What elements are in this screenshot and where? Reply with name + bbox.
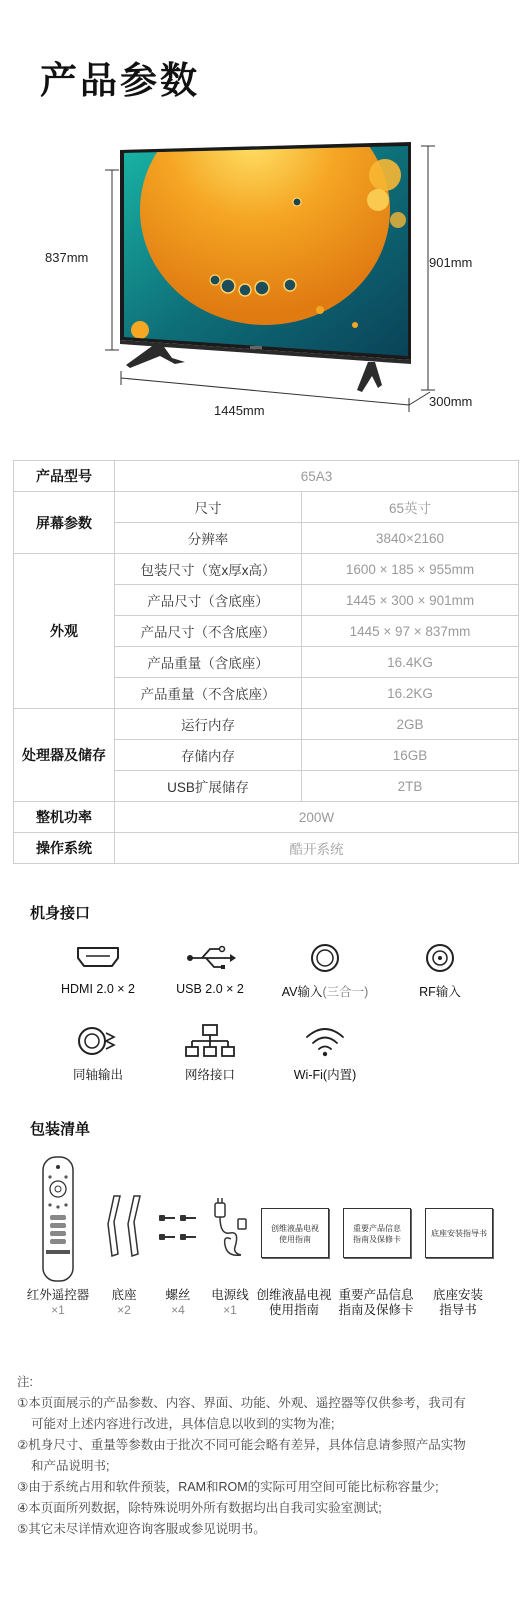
dim-height-no-stand: 837mm xyxy=(45,250,89,265)
stand-feet-icon xyxy=(100,1192,150,1262)
port-label: HDMI 2.0 × 2 xyxy=(61,982,135,996)
package-item-qty: ×1 xyxy=(51,1303,65,1317)
package-item-qty: ×1 xyxy=(223,1303,237,1317)
spec-value: 16.2KG xyxy=(302,678,519,709)
port-hdmi xyxy=(48,940,148,996)
coaxial-output-icon xyxy=(68,1023,128,1059)
notes xyxy=(17,1372,512,1540)
spec-value: 3840×2160 xyxy=(302,523,519,554)
spec-value: 200W xyxy=(115,802,519,833)
spec-label: 产品型号 xyxy=(14,461,115,492)
card-line: 底座安装指导书 xyxy=(431,1229,487,1238)
spec-value: 2GB xyxy=(302,709,519,740)
av-input-icon xyxy=(295,940,355,976)
card-line: 重要产品信息 xyxy=(353,1224,401,1233)
spec-sub-label: 产品尺寸（含底座） xyxy=(115,585,302,616)
tv-screen xyxy=(120,130,420,370)
table-row xyxy=(14,802,519,833)
dim-depth: 300mm xyxy=(429,394,473,409)
note-line: ⑤其它未尽详情欢迎咨询客服或参见说明书。 xyxy=(17,1522,266,1536)
port-label xyxy=(275,982,375,1000)
spec-value: 1445 × 300 × 901mm xyxy=(302,585,519,616)
package-section-title: 包装清单 xyxy=(30,1121,91,1138)
spec-label: 整机功率 xyxy=(14,802,115,833)
package-item-name: 底座 xyxy=(111,1288,137,1302)
note-line: ③由于系统占用和软件预装，RAM和ROM的实际可用空间可能比标称容量少; xyxy=(17,1480,439,1494)
note-line: ①本页面展示的产品参数、内容、界面、功能、外观、遥控器等仅供参考，我司有 xyxy=(17,1396,466,1410)
package-item xyxy=(418,1288,498,1318)
spec-table xyxy=(13,460,519,864)
card-line: 指南及保修卡 xyxy=(353,1235,401,1244)
package-item-name: 指导书 xyxy=(439,1303,477,1317)
spec-sub-label: USB扩展储存 xyxy=(115,771,302,802)
remote-control-icon xyxy=(38,1155,78,1285)
warranty-card xyxy=(343,1208,411,1258)
hdmi-icon xyxy=(68,940,128,976)
spec-sub-label: 产品重量（含底座） xyxy=(115,647,302,678)
port-wifi xyxy=(275,1023,375,1083)
spec-value: 65英寸 xyxy=(302,492,519,523)
spec-value: 酷开系统 xyxy=(115,833,519,864)
note-line: 和产品说明书; xyxy=(31,1459,110,1473)
package-item-name: 创维液晶电视 xyxy=(256,1288,332,1302)
package-item-qty: ×4 xyxy=(171,1303,185,1317)
package-item-name: 电源线 xyxy=(211,1288,249,1302)
package-item xyxy=(336,1288,416,1318)
table-row xyxy=(14,461,519,492)
wifi-icon xyxy=(295,1023,355,1059)
card-line: 创维液晶电视 xyxy=(271,1224,319,1233)
spec-sub-label: 分辨率 xyxy=(115,523,302,554)
note-line: 可能对上述内容进行改进，具体信息以收到的实物为准; xyxy=(31,1417,335,1431)
spec-label: 操作系统 xyxy=(14,833,115,864)
spec-value: 65A3 xyxy=(115,461,519,492)
notes-heading: 注: xyxy=(17,1375,33,1389)
package-item xyxy=(254,1288,334,1318)
port-label: 同轴输出 xyxy=(72,1068,123,1082)
rf-input-icon xyxy=(410,940,470,976)
av-label-main: AV输入 xyxy=(281,985,323,999)
port-lan xyxy=(160,1023,260,1083)
spec-sub-label: 存储内存 xyxy=(115,740,302,771)
note-line: ④本页面所列数据，除特殊说明外所有数据均出自我司实验室测试; xyxy=(17,1501,382,1515)
package-item-name: 红外遥控器 xyxy=(26,1288,90,1302)
spec-group-label: 外观 xyxy=(14,554,115,709)
spec-group-label: 屏幕参数 xyxy=(14,492,115,554)
spec-value: 16GB xyxy=(302,740,519,771)
spec-sub-label: 包装尺寸（宽x厚x高） xyxy=(115,554,302,585)
dim-width: 1445mm xyxy=(214,403,265,418)
port-rf xyxy=(390,940,490,1000)
screws-icon xyxy=(155,1208,200,1248)
port-av xyxy=(275,940,375,1000)
spec-value: 16.4KG xyxy=(302,647,519,678)
package-item-name: 螺丝 xyxy=(165,1288,191,1302)
page-title: 产品参数 xyxy=(40,60,200,101)
spec-sub-label: 尺寸 xyxy=(115,492,302,523)
spec-sub-label: 产品尺寸（不含底座） xyxy=(115,616,302,647)
spec-sub-label: 产品重量（不含底座） xyxy=(115,678,302,709)
package-item-name: 重要产品信息 xyxy=(338,1288,414,1302)
stand-install-guide-card xyxy=(425,1208,493,1258)
port-label: RF输入 xyxy=(419,985,461,999)
power-cord-icon xyxy=(205,1195,250,1265)
table-row xyxy=(14,554,519,585)
ports-section-title: 机身接口 xyxy=(30,905,91,922)
spec-value: 1600 × 185 × 955mm xyxy=(302,554,519,585)
tv-dimension-diagram xyxy=(0,130,531,430)
card-line: 使用指南 xyxy=(279,1235,311,1244)
table-row xyxy=(14,709,519,740)
spec-value: 2TB xyxy=(302,771,519,802)
table-row xyxy=(14,492,519,523)
spec-value: 1445 × 97 × 837mm xyxy=(302,616,519,647)
package-item-qty: ×2 xyxy=(117,1303,131,1317)
spec-group-label: 处理器及储存 xyxy=(14,709,115,802)
package-item-name: 底座安装 xyxy=(432,1288,483,1302)
dim-height-with-stand: 901mm xyxy=(429,255,473,270)
table-row xyxy=(14,833,519,864)
user-guide-card xyxy=(261,1208,329,1258)
note-line: ②机身尺寸、重量等参数由于批次不同可能会略有差异，具体信息请参照产品实物 xyxy=(17,1438,466,1452)
port-coax xyxy=(48,1023,148,1083)
port-usb xyxy=(160,940,260,996)
spec-sub-label: 运行内存 xyxy=(115,709,302,740)
usb-icon xyxy=(180,940,240,976)
network-icon xyxy=(180,1023,240,1059)
port-label: 网络接口 xyxy=(184,1068,235,1082)
port-label: USB 2.0 × 2 xyxy=(176,982,244,996)
port-label: Wi-Fi(内置) xyxy=(293,1068,357,1082)
av-label-note: (三合一) xyxy=(322,985,369,999)
package-item-name: 指南及保修卡 xyxy=(338,1303,414,1317)
package-item-name: 使用指南 xyxy=(268,1303,319,1317)
